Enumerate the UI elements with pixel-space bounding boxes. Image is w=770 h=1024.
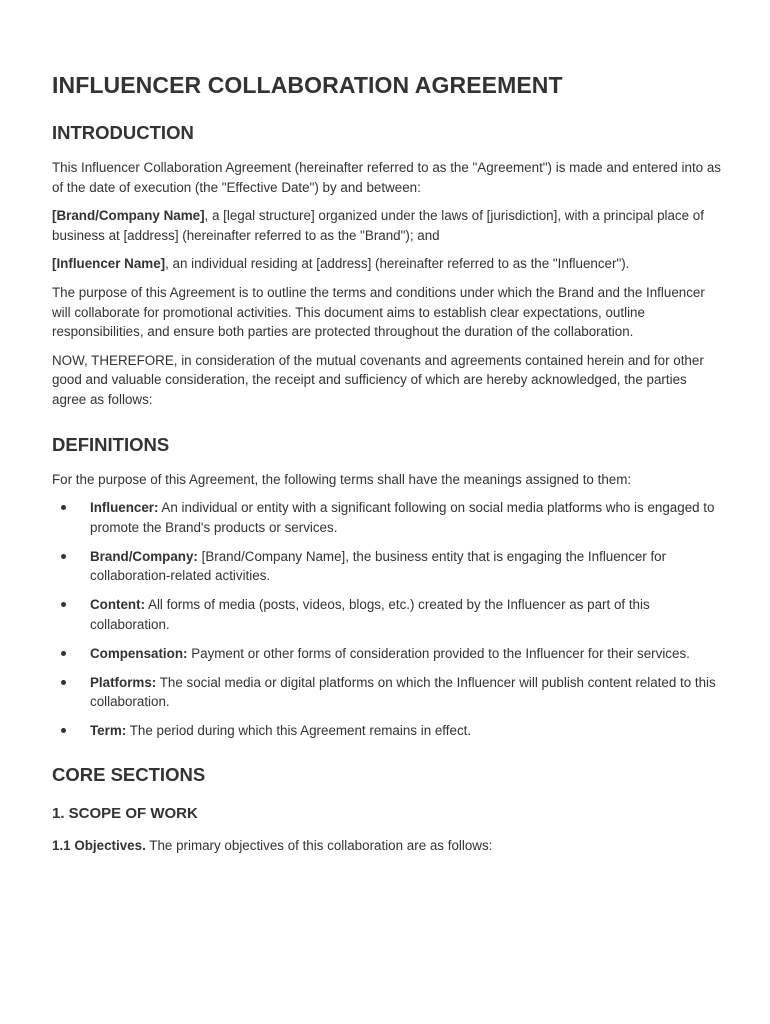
definition-term: Content: [90,597,146,613]
definitions-heading: DEFINITIONS [52,433,170,455]
objectives-text: The primary objectives of this collaboration are as follows: [145,838,493,854]
definition-item [52,644,722,664]
definition-item [52,547,722,586]
definition-term: Term: [90,723,127,739]
definition-item [52,673,722,712]
objectives-label: 1.1 Objectives. [52,838,146,854]
bullet-icon [61,505,66,510]
brand-party-text: , a [legal structure] organized under the laws of [jurisdiction], with a principal place of business at [address] (hereinafter referred to as the "Brand"); and [52,208,704,243]
introduction-heading: INTRODUCTION [52,122,194,143]
bullet-icon [61,602,66,607]
document-title: INFLUENCER COLLABORATION AGREEMENT [52,72,563,98]
bullet-icon [61,680,66,685]
brand-name-placeholder: [Brand/Company Name] [52,208,205,224]
consideration-paragraph: NOW, THEREFORE, in consideration of the mutual covenants and agreements contained herein and for other good and valuable consideration, the receipt and sufficiency of which are hereby acknowledged, the parties agree as follows: [52,352,704,407]
definition-item [52,498,722,537]
core-sections-heading: CORE SECTIONS [52,764,206,786]
influencer-party-paragraph [52,254,722,274]
scope-of-work-heading: 1. SCOPE OF WORK [52,805,198,823]
definitions-list [52,498,722,741]
definition-item [52,721,722,741]
definition-item [52,595,722,634]
definition-text: Payment or other forms of consideration provided to the Influencer for their services. [187,645,690,661]
definition-text: [Brand/Company Name], the business entity that is engaging the Influencer for collaboration-related activities. [90,548,667,584]
definition-term: Compensation: [90,645,188,661]
definition-text: All forms of media (posts, videos, blogs, etc.) created by the Influencer as part of this collaboration. [90,597,650,632]
bullet-icon [61,651,66,656]
definition-term: Influencer: [90,500,159,516]
bullet-icon [61,728,66,733]
introduction-paragraph: This Influencer Collaboration Agreement (hereinafter referred to as the "Agreement") is made and entered into as of the date of execution (the "Effective Date") by and between: [52,160,721,195]
brand-party-paragraph [52,206,722,245]
purpose-paragraph: The purpose of this Agreement is to outline the terms and conditions under which the Brand and the Influencer will collaborate for promotional activities. This document aims to establish clear expectations, outline responsibilities, and ensure both parties are protected throughout the duration of the collaboration. [52,284,705,340]
influencer-name-placeholder: [Influencer Name] [52,256,166,272]
objectives-paragraph [52,836,722,856]
bullet-icon [61,554,66,559]
definition-term: Platforms: [90,674,157,690]
definition-text: The period during which this Agreement remains in effect. [126,723,472,739]
definition-text: An individual or entity with a significant following on social media platforms who is engaged to promote the Brand's products or services. [90,500,715,535]
definition-text: The social media or digital platforms on which the Influencer will publish content related to this collaboration. [90,674,716,710]
influencer-party-text: , an individual residing at [address] (hereinafter referred to as the "Influencer"). [165,256,630,272]
definition-term: Brand/Company: [90,548,198,564]
definitions-intro: For the purpose of this Agreement, the following terms shall have the meanings assigned to them: [52,471,632,487]
